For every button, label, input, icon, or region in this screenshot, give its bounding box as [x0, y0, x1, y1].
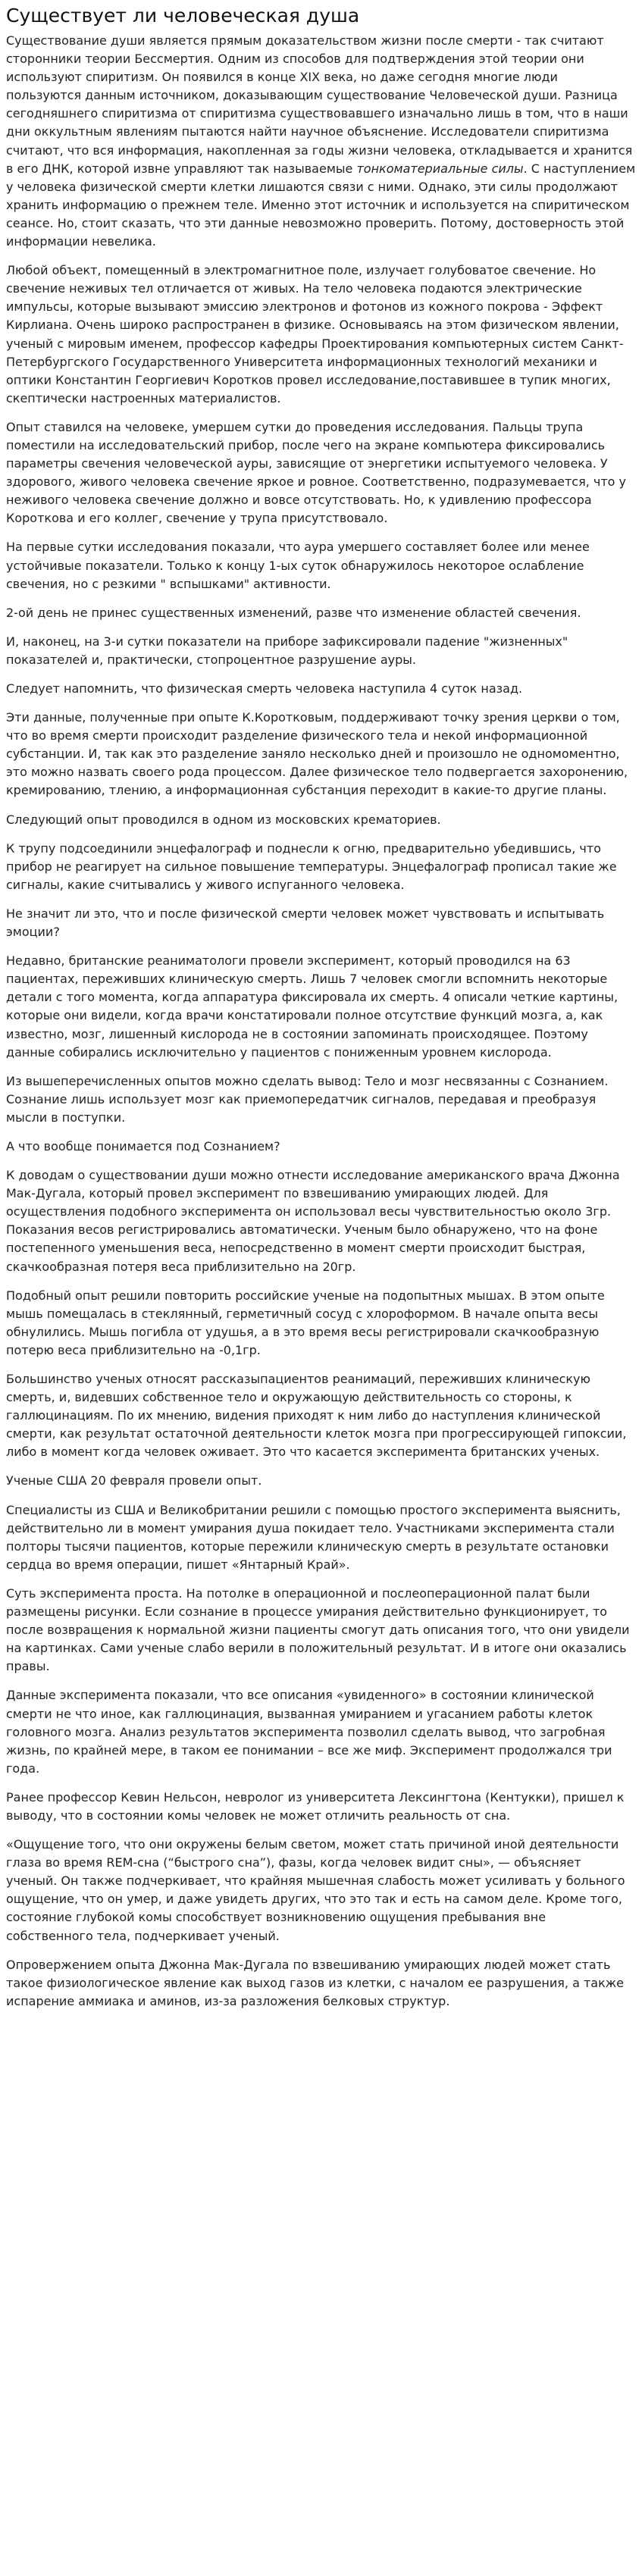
paragraph: К трупу подсоединили энцефалограф и поднесли к огню, предварительно убедившись, что прибор не реагирует на сильное повышение температуры. Энцефалограф прописал такие же сигналы, какие считывались у живого испуганного человека. — [6, 840, 617, 892]
paragraph: Ученые США 20 февраля провели опыт. — [6, 1473, 262, 1488]
paragraph: Следует напомнить, что физическая смерть человека наступила 4 суток назад. — [6, 681, 523, 696]
paragraph: Ранее профессор Кевин Нельсон, невролог из университета Лексингтона (Кентукки), пришел к выводу, что в состоянии комы человек не может отличить реальность от сна. — [6, 1789, 625, 1823]
paragraph: Подобный опыт решили повторить российские ученые на подопытных мышах. В этом опыте мышь помещалась в стеклянный, герметичный сосуд с хлороформом. В начале опыта весы обнулились. Мышь погибла от удушья, а в это время весы регистрировали скачкообразную потерю веса приблизительно на -0,1гр. — [6, 1288, 605, 1357]
emphasized-term: тонкоматериальные силы — [356, 161, 524, 176]
paragraph: Данные эксперимента показали, что все описания «увиденного» в состоянии клинической смерти не что иное, как галлюцинация, вызванная умиранием и угасанием работы клеток головного мозга. Анализ результатов эксперимента позволил сделать вывод, что загробная жизнь, по крайней мере, в таком ее понимании – все же миф. Эксперимент продолжался три года. — [6, 1688, 612, 1776]
paragraph: Опыт ставился на человеке, умершем сутки до проведения исследования. Пальцы трупа поместили на исследовательский прибор, после чего на экране компьютера фиксировались параметры свечения человеческой ауры, зависящие от энергетики испытуемого человека. У здорового, живого человека свечение яркое и ровное. Соответственно, подразумевается, что у неживого человека свечение должно и вовсе отсутствовать. Но, к удивлению профессора Короткова и его коллег, свечение у трупа присутствовало. — [6, 419, 626, 526]
paragraph: Специалисты из США и Великобритании решили с помощью простого эксперимента выяснить, действительно ли в момент умирания душа покидает тело. Участниками эксперимента стали полторы тысячи пациентов, которые пережили клиническую смерть в результате остановки сердца во время операции, пишет «Янтарный Край». — [6, 1502, 621, 1572]
paragraph: На первые сутки исследования показали, что аура умершего составляет более или менее устойчивые показатели. Только к концу 1-ых суток обнаружилось некоторое ослабление свечения, но с резкими " вспышками" активности. — [6, 540, 590, 591]
paragraph: Следующий опыт проводился в одном из московских крематориев. — [6, 812, 441, 827]
paragraph: «Ощущение того, что они окружены белым светом, может стать причиной иной деятельности глаза во время REM-сна (“быстрого сна”), фазы, когда человек видит сны», — объясняет ученый. Он также подчеркивает, что крайняя мышечная слабость может усиливать у больного ощущение, что он умер, и даже увидеть других, что это так и есть на самом деле. Кроме того, состояние глубокой комы способствует возникновению ощущения пребывания вне собственного тела, подчеркивает ученый. — [6, 1837, 625, 1943]
paragraph — [6, 32, 636, 251]
paragraph: К доводам о существовании души можно отнести исследование американского врача Джонна Мак-Дугала, который провел эксперимент по взвешиванию умирающих людей. Для осуществления подобного эксперимента он использовал весы чувствительностью около 3гр. Показания весов регистрировались автоматически. Ученым было обнаружено, что на фоне постепенного уменьшения веса, непосредственно в момент смерти происходит быстрая, скачкообразная потеря веса приблизительно на 20гр. — [6, 1168, 620, 1274]
paragraph: Из вышеперечисленных опытов можно сделать вывод: Тело и мозг несвязанны с Сознанием. Сознание лишь использует мозг как приемопередатчик сигналов, передавая и преобразуя мысли в поступки. — [6, 1073, 609, 1125]
paragraph: А что вообще понимается под Сознанием? — [6, 1138, 280, 1153]
paragraph: Не значит ли это, что и после физической смерти человек может чувствовать и испытывать эмоции? — [6, 906, 605, 940]
paragraph-text: . С наступлением у человека физической смерти клетки лишаются связи с ними. Однако, эти силы продолжают хранить информацию о прежнем теле. Именно этот источник и используется на спиритическом сеансе. Но, стоит сказать, что эти данные невозможно проверить. Потому, достоверность этой информации невелика. — [6, 161, 636, 249]
paragraph: Любой объект, помещенный в электромагнитное поле, излучает голубоватое свечение. Но свечение неживых тел отличается от живых. На тело человека подаются электрические импульсы, которые вызывают эмиссию электронов и фотонов из кожного покрова - Эффект Кирлиана. Очень широко распространен в физике. Основываясь на этом физическом явлении, ученый с мировым именем, профессор кафедры Проектирования компьютерных систем Санкт-Петербургского Государственного Университета информационных технологий механики и оптики Константин Георгиевич Коротков провел исследование,поставившее в тупик многих, скептически настроенных материалистов. — [6, 263, 624, 405]
article-title: Существует ли человеческая душа — [6, 5, 360, 27]
paragraph: Суть эксперимента проста. На потолке в операционной и послеоперационной палат были размещены рисунки. Если сознание в процессе умирания действительно функционирует, то после возвращения к нормальной жизни пациенты смогут дать описания того, что они увидели на картинках. Сами ученые слабо верили в положительный результат. И в итоге они оказались правы. — [6, 1585, 630, 1674]
paragraph: Недавно, британские реаниматологи провели эксперимент, который проводился на 63 пациентах, переживших клиническую смерть. Лишь 7 человек смогли вспомнить некоторые детали с того момента, когда аппаратура фиксировала их смерть. 4 описали четкие картины, которые они видели, когда врачи констатировали полное отсутствие функций мозга, а, как известно, мозг, лишенный кислорода не в состоянии запоминать происходящее. Поэтому данные собирались исключительно у пациентов с пониженным уровнем кислорода. — [6, 953, 619, 1060]
paragraph: Эти данные, полученные при опыте К.Коротковым, поддерживают точку зрения церкви о том, что во время смерти происходит разделение физического тела и некой информационной субстанции. И, так как это разделение заняло несколько дней и произошло не одномоментно, это можно назвать своего рода процессом. Далее физическое тело подвергается захоронению, кремированию, тлению, а информационная субстанция переходит в какие-то другие планы. — [6, 710, 628, 798]
paragraph-text: Существование души является прямым доказательством жизни после смерти - так считают сторонники теории Бессмертия. Одним из способов для подтверждения этой теории они используют спиритизм. Он появился в конце XIX века, но даже сегодня многие люди пользуются данным источником, доказывающим существование Человеческой души. Разница сегодняшнего спиритизма от спиритизма существовавшего изначально лишь в том, что в наши дни оккультным явлениям пытаются найти научное объяснение. Исследователи спиритизма считают, что вся информация, накопленная за годы жизни человека, откладывается и хранится в его ДНК, которой извне управляют так называемые — [6, 33, 633, 176]
paragraph: 2-ой день не принес существенных изменений, разве что изменение областей свечения. — [6, 605, 581, 620]
paragraph: Опровержением опыта Джонна Мак-Дугала по взвешиванию умирающих людей может стать такое физиологическое явление как выход газов из клетки, с началом ее разрушения, а также испарение аммиака и аминов, из-за разложения белковых структур. — [6, 1957, 625, 2008]
paragraph: И, наконец, на 3-и сутки показатели на приборе зафиксировали падение "жизненных" показателей и, практически, стопроцентное разрушение ауры. — [6, 634, 568, 667]
paragraph: Большинство ученых относят рассказыпациентов реанимаций, переживших клиническую смерть, и, видевших собственное тело и окружающую действительность со стороны, к галлюцинациям. По их мнению, видения приходят к ним либо до наступления клинической смерти, как результат остаточной деятельности клеток мозга при прогрессирующей гипоксии, либо в момент когда человек оживает. Это что касается эксперимента британских ученых. — [6, 1372, 627, 1460]
